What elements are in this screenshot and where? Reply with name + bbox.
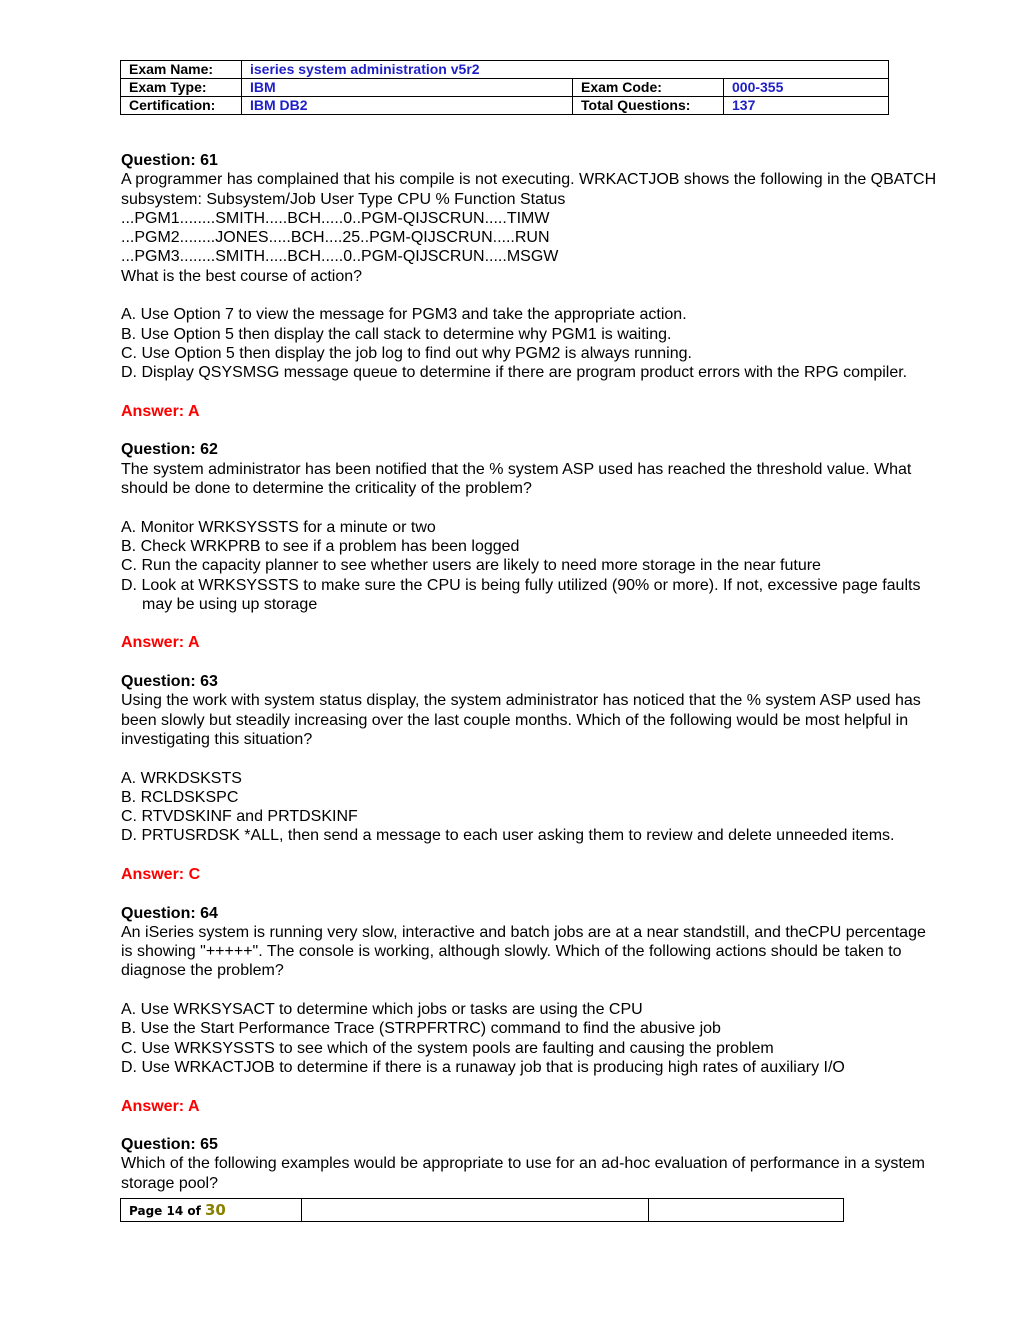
- correct-answer: Answer: A: [121, 634, 200, 652]
- certification-value: IBM DB2: [242, 97, 573, 115]
- question-body-line: Which of the following examples would be appropriate to use for an ad-hoc evaluation of performance in a system: [121, 1155, 925, 1173]
- page-number: [121, 1199, 302, 1222]
- answer-option: D. Look at WRKSYSSTS to make sure the CPU is being fully utilized (90% or more). If not, excessive page faults: [121, 576, 921, 594]
- answer-option: B. Use Option 5 then display the call stack to determine why PGM1 is waiting.: [121, 325, 672, 343]
- question-body-line: An iSeries system is running very slow, interactive and batch jobs are at a near standstill, and theCPU percentage: [121, 923, 926, 941]
- question-title: Question: 61: [121, 152, 218, 169]
- exam-name-value: iseries system administration v5r2: [242, 61, 889, 79]
- question-body-line: ...PGM1........SMITH.....BCH.....0..PGM-QIJSCRUN.....TIMW: [121, 209, 550, 227]
- question-body-line: investigating this situation?: [121, 730, 313, 748]
- question-body-line: been slowly but steadily increasing over the last couple months. Which of the following would be most helpful in: [121, 711, 909, 729]
- exam-name-label: Exam Name:: [121, 61, 242, 79]
- exam-info-row: [121, 97, 889, 115]
- question-block: [121, 151, 981, 440]
- answer-option: C. RTVDSKINF and PRTDSKINF: [121, 808, 358, 826]
- correct-answer: Answer: A: [121, 402, 200, 420]
- exam-info-row: [121, 79, 889, 97]
- question-title: Question: 63: [121, 673, 218, 691]
- answer-option: A. Use Option 7 to view the message for PGM3 and take the appropriate action.: [121, 306, 687, 324]
- answer-option: A. Monitor WRKSYSSTS for a minute or two: [121, 518, 436, 536]
- question-body-line: ...PGM3........SMITH.....BCH.....0..PGM-QIJSCRUN.....MSGW: [121, 248, 559, 266]
- answer-option-continuation: may be using up storage: [142, 595, 318, 613]
- footer-row: [121, 1199, 844, 1222]
- page-footer: [120, 1198, 844, 1222]
- total-questions-label: Total Questions:: [573, 97, 724, 115]
- question-block: [121, 904, 981, 1136]
- question-body-line: ...PGM2........JONES.....BCH....25..PGM-QIJSCRUN.....RUN: [121, 229, 550, 247]
- page-total: 30: [205, 1201, 226, 1219]
- answer-option: B. RCLDSKSPC: [121, 788, 239, 806]
- exam-type-value: IBM: [242, 79, 573, 97]
- answer-option: C. Use Option 5 then display the job log to find out why PGM2 is always running.: [121, 344, 692, 362]
- exam-code-label: Exam Code:: [573, 79, 724, 97]
- question-body-line: storage pool?: [121, 1174, 218, 1192]
- answer-option: B. Use the Start Performance Trace (STRPFRTRC) command to find the abusive job: [121, 1020, 721, 1038]
- answer-option: A. Use WRKSYSACT to determine which jobs or tasks are using the CPU: [121, 1001, 643, 1019]
- question-body-line: What is the best course of action?: [121, 267, 363, 285]
- question-title: Question: 62: [121, 441, 218, 459]
- question-block: [121, 672, 981, 904]
- question-body-line: is showing "+++++". The console is working, although slowly. Which of the following actions should be taken to: [121, 943, 902, 961]
- footer-cell: [649, 1199, 844, 1222]
- exam-info-table: [120, 60, 889, 115]
- exam-info-row: [121, 61, 889, 79]
- answer-option: D. Display QSYSMSG message queue to determine if there are program product errors with the RPG compiler.: [121, 364, 908, 382]
- answer-option: D. Use WRKACTJOB to determine if there is a runaway job that is producing high rates of auxiliary I/O: [121, 1058, 845, 1076]
- questions-content: [121, 151, 981, 1193]
- answer-option: A. WRKDSKSTS: [121, 769, 242, 787]
- question-body-line: A programmer has complained that his compile is not executing. WRKACTJOB shows the following in the QBATCH: [121, 171, 937, 189]
- correct-answer: Answer: A: [121, 1097, 200, 1115]
- answer-option: D. PRTUSRDSK *ALL, then send a message to each user asking them to review and delete unneeded items.: [121, 827, 895, 845]
- answer-option: B. Check WRKPRB to see if a problem has been logged: [121, 537, 520, 555]
- correct-answer: Answer: C: [121, 865, 201, 883]
- question-title: Question: 64: [121, 904, 218, 922]
- question-body-line: The system administrator has been notified that the % system ASP used has reached the threshold value. What: [121, 460, 912, 478]
- exam-code-value: 000-355: [724, 79, 889, 97]
- question-body-line: diagnose the problem?: [121, 962, 284, 980]
- question-body-line: should be done to determine the criticality of the problem?: [121, 480, 532, 498]
- question-block: [121, 440, 981, 672]
- page-number-prefix: Page 14 of: [129, 1204, 205, 1218]
- question-block: [121, 1135, 981, 1193]
- footer-cell: [302, 1199, 649, 1222]
- question-body-line: subsystem: Subsystem/Job User Type CPU % Function Status: [121, 190, 566, 208]
- question-body-line: Using the work with system status display, the system administrator has noticed that the % system ASP used has: [121, 692, 921, 710]
- exam-type-label: Exam Type:: [121, 79, 242, 97]
- certification-label: Certification:: [121, 97, 242, 115]
- total-questions-value: 137: [724, 97, 889, 115]
- question-title: Question: 65: [121, 1136, 218, 1154]
- answer-option: C. Run the capacity planner to see whether users are likely to need more storage in the near future: [121, 557, 821, 575]
- answer-option: C. Use WRKSYSSTS to see which of the system pools are faulting and causing the problem: [121, 1039, 774, 1057]
